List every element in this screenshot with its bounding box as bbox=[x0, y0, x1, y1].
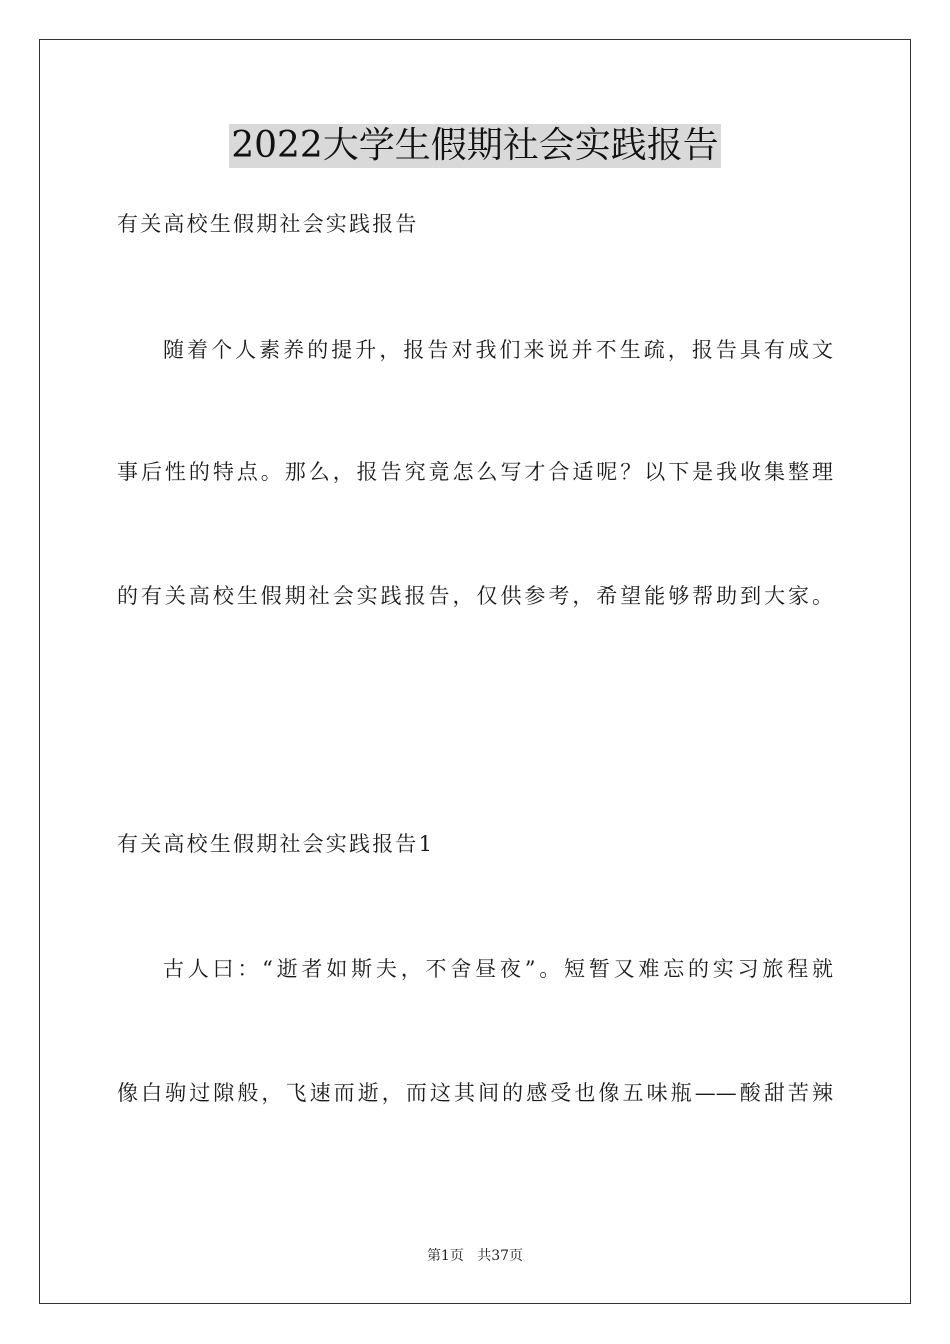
intro-line-2: 事后性的特点。那么，报告究竟怎么写才合适呢？以下是我收集整理 bbox=[117, 460, 833, 484]
title-container bbox=[0, 124, 950, 168]
section-line-1: 古人曰：“逝者如斯夫，不舍昼夜”。短暂又难忘的实习旅程就 bbox=[163, 957, 833, 981]
document-title: 2022大学生假期社会实践报告 bbox=[231, 125, 719, 166]
section-heading: 有关高校生假期社会实践报告1 bbox=[117, 832, 435, 856]
document-subtitle: 有关高校生假期社会实践报告 bbox=[117, 212, 419, 236]
section-line-2: 像白驹过隙般，飞速而逝，而这其间的感受也像五味瓶——酸甜苦辣 bbox=[117, 1081, 833, 1105]
intro-line-1: 随着个人素养的提升，报告对我们来说并不生疏，报告具有成文 bbox=[163, 338, 833, 362]
intro-line-3: 的有关高校生假期社会实践报告，仅供参考，希望能够帮助到大家。 bbox=[117, 584, 833, 608]
page-number: 第1页 bbox=[426, 1248, 464, 1264]
page-total: 共37页 bbox=[477, 1248, 524, 1264]
page-footer bbox=[0, 1246, 950, 1266]
